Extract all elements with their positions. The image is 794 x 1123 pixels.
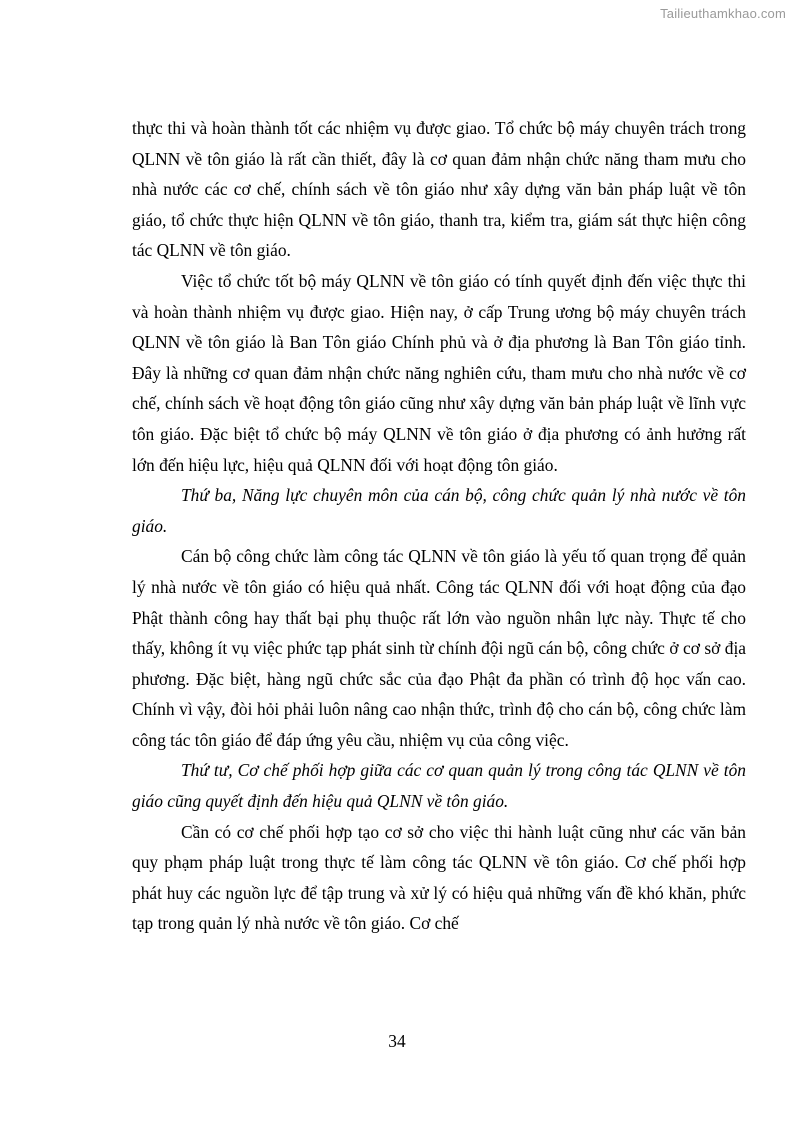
page-number: 34: [388, 1031, 406, 1051]
heading-third-factor: Thứ ba, Năng lực chuyên môn của cán bộ, công chức quản lý nhà nước về tôn giáo.: [132, 485, 746, 536]
paragraph-organization: Việc tổ chức tốt bộ máy QLNN về tôn giáo có tính quyết định đến việc thực thi và hoàn thành nhiệm vụ được giao. Hiện nay, ở cấp Trung ương bộ máy chuyên trách QLNN về tôn giáo là Ban Tôn giáo Chính phủ và ở địa phương là Ban Tôn giáo tỉnh. Đây là những cơ quan đảm nhận chức năng nghiên cứu, tham mưu cho nhà nước về cơ chế, chính sách về hoạt động tôn giáo cũng như xây dựng văn bản pháp luật về lĩnh vực tôn giáo. Đặc biệt tổ chức bộ máy QLNN về tôn giáo ở địa phương có ảnh hưởng rất lớn đến hiệu lực, hiệu quả QLNN đối với hoạt động tôn giáo.: [132, 270, 746, 475]
document-body: [132, 113, 746, 939]
paragraph-officials: Cán bộ công chức làm công tác QLNN về tôn giáo là yếu tố quan trọng để quản lý nhà nước về tôn giáo có hiệu quả nhất. Công tác QLNN đối với hoạt động của đạo Phật thành công hay thất bại phụ thuộc rất lớn vào nguồn nhân lực này. Thực tế cho thấy, không ít vụ việc phức tạp phát sinh từ chính đội ngũ cán bộ, công chức ở cơ sở địa phương. Đặc biệt, hàng ngũ chức sắc của đạo Phật đa phần có trình độ học vấn cao. Chính vì vậy, đòi hỏi phải luôn nâng cao nhận thức, trình độ cho cán bộ, công chức làm công tác tôn giáo để đáp ứng yêu cầu, nhiệm vụ của công việc.: [132, 546, 746, 750]
heading-fourth-factor: Thứ tư, Cơ chế phối hợp giữa các cơ quan quản lý trong công tác QLNN về tôn giáo cũng quyết định đến hiệu quả QLNN về tôn giáo.: [132, 760, 746, 812]
paragraph-continuation: thực thi và hoàn thành tốt các nhiệm vụ được giao. Tổ chức bộ máy chuyên trách trong QLNN về tôn giáo là rất cần thiết, đây là cơ quan đảm nhận chức năng tham mưu cho nhà nước các cơ chế, chính sách về tôn giáo như xây dựng văn bản pháp luật về tôn giáo, tổ chức thực hiện QLNN về tôn giáo, thanh tra, kiểm tra, giám sát thực hiện công tác QLNN về tôn giáo.: [132, 118, 746, 261]
watermark-text: Tailieuthamkhao.com: [660, 6, 786, 21]
paragraph-coordination: Cần có cơ chế phối hợp tạo cơ sở cho việc thi hành luật cũng như các văn bản quy phạm pháp luật trong thực tế làm công tác QLNN về tôn giáo. Cơ chế phối hợp phát huy các nguồn lực để tập trung và xử lý có hiệu quả những vấn đề khó khăn, phức tạp trong quản lý nhà nước về tôn giáo. Cơ chế: [132, 821, 746, 934]
